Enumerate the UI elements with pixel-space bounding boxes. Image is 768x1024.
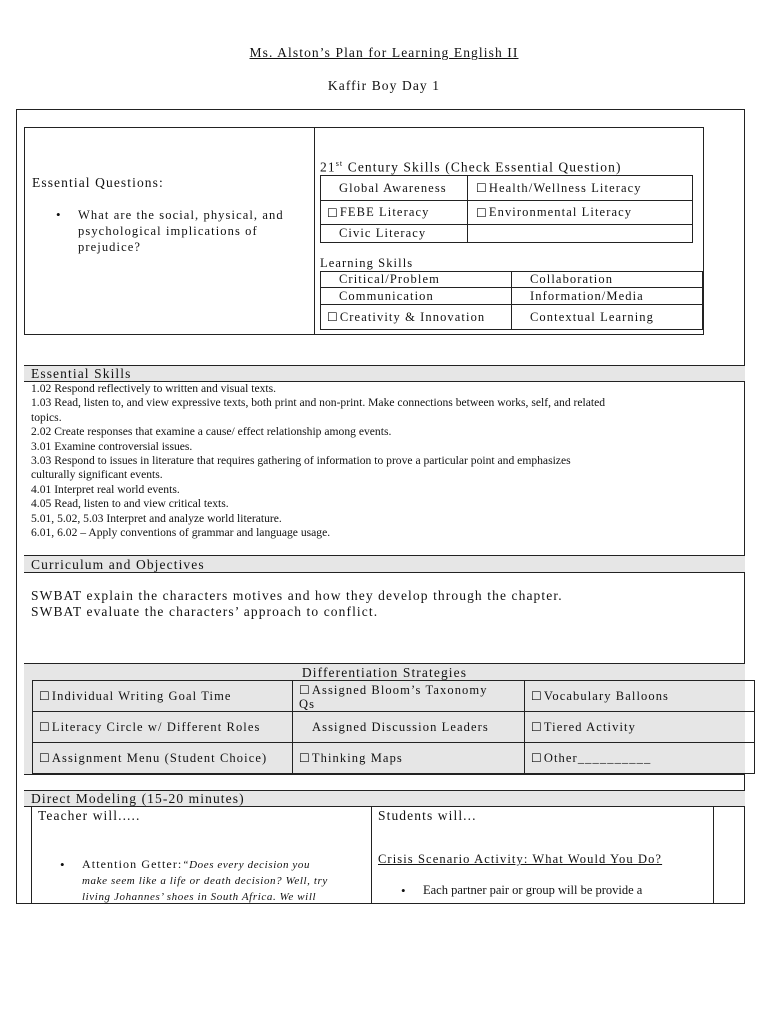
strategy-assignment-menu[interactable]: ☐ Assignment Menu (Student Choice) [32,742,293,774]
learning-creativity[interactable]: ☐ Creativity & Innovation [320,304,512,330]
strategy-writing-goal[interactable]: ☐ Individual Writing Goal Time [32,680,293,712]
skill-line: 4.01 Interpret real world events. [31,482,180,496]
objective-line: SWBAT explain the characters motives and how they develop through the chapter. [31,588,563,603]
skill-environmental[interactable]: ☐ Environmental Literacy [467,200,693,225]
skill-line: 2.02 Create responses that examine a cause/ effect relationship among events. [31,425,392,439]
essential-skills-header: Essential Skills [24,365,745,382]
plan-title: Ms. Alston’s Plan for Learning English II [249,45,519,60]
direct-modeling-header: Direct Modeling (15-20 minutes) [24,790,745,807]
learning-communication[interactable]: Communication [320,287,512,305]
skill-health-wellness[interactable]: ☐ Health/Wellness Literacy [467,175,693,201]
skill-line: 1.02 Respond reflectively to written and visual texts. [31,382,277,395]
skill-line: 1.03 Read, listen to, and view expressive texts, both print and non-print. Make connections between works, self, and related [31,396,606,410]
strategy-literacy-circle[interactable]: ☐ Literacy Circle w/ Different Roles [32,711,293,743]
skill-line: 3.01 Examine controversial issues. [31,439,193,453]
skill-civic[interactable]: Civic Literacy [320,224,468,243]
strategy-vocab-balloons[interactable]: ☐ Vocabulary Balloons [524,680,755,712]
learning-skills-label: Learning Skills [320,256,414,270]
attention-getter: • Attention Getter:“Does every decision you make seem like a life or death decision? Well, try living Johannes’ shoes in South Africa. We will [60,857,365,905]
skill-line: 6.01, 6.02 – Apply conventions of grammar and language usage. [31,526,331,540]
skill-empty [467,224,693,243]
activity-item: • Each partner pair or group will be provide a [401,883,701,898]
essential-skills-list [31,382,741,540]
students-will-label: Students will... [378,808,477,823]
strategy-discussion-leaders[interactable]: Assigned Discussion Leaders [292,711,525,743]
skill-global-awareness[interactable]: Global Awareness [320,175,468,201]
skill-line: 4.05 Read, listen to and view critical texts. [31,497,229,511]
essential-questions-label: Essential Questions: [32,175,164,190]
objective-line: SWBAT evaluate the characters’ approach to conflict. [31,604,379,619]
skill-line: 5.01, 5.02, 5.03 Interpret and analyze world literature. [31,511,282,525]
strategy-other[interactable]: ☐ Other__________ [524,742,755,774]
teacher-will-label: Teacher will..... [38,808,141,823]
strategy-blooms[interactable]: ☐ Assigned Bloom’s Taxonomy Qs [292,680,525,712]
century-skills-title: 21st Century Skills (Check Essential Question) [320,159,622,175]
skill-line: 3.03 Respond to issues in literature that requires gathering of information to prove a particular point and emphasizes [31,454,571,468]
learning-information-media[interactable]: Information/Media [511,287,703,305]
strategy-tiered[interactable]: ☐ Tiered Activity [524,711,755,743]
learning-critical[interactable]: Critical/Problem [320,271,512,288]
learning-collaboration[interactable]: Collaboration [511,271,703,288]
activity-title: Crisis Scenario Activity: What Would You Do? [378,852,663,866]
skill-febe[interactable]: ☐ FEBE Literacy [320,200,468,225]
skill-line: topics. [31,410,62,424]
strategy-thinking-maps[interactable]: ☐ Thinking Maps [292,742,525,774]
curriculum-header: Curriculum and Objectives [24,555,745,573]
skill-line: culturally significant events. [31,468,163,482]
objectives [31,588,563,620]
essential-question-item: • What are the social, physical, and psychological implications of prejudice? [56,207,306,255]
differentiation-label: Differentiation Strategies [301,665,468,680]
lesson-subtitle: Kaffir Boy Day 1 [327,78,441,93]
learning-contextual[interactable]: Contextual Learning [511,304,703,330]
